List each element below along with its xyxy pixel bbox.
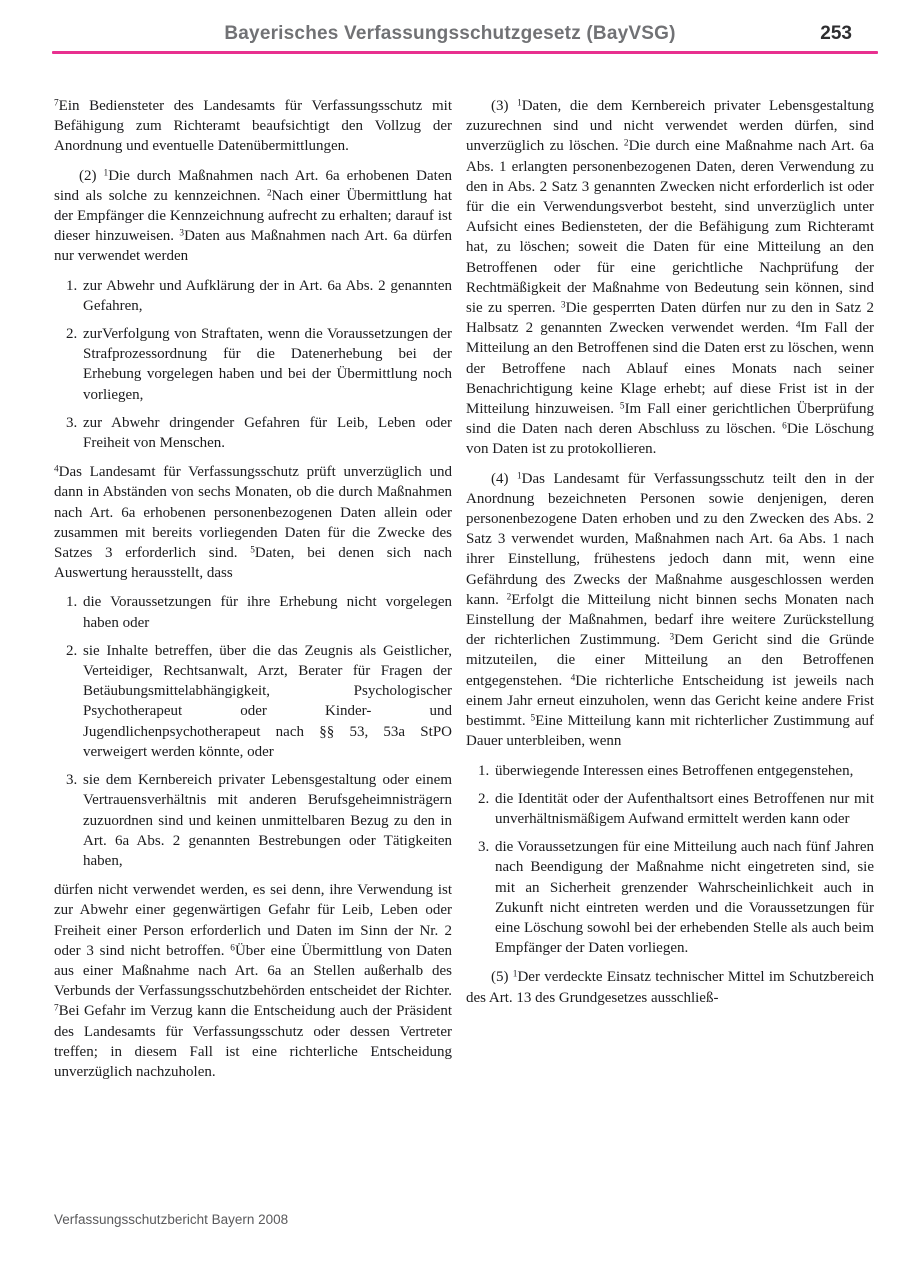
paragraph: (2) $^1$Die durch Maßnahmen nach Art. 6a erhobenen Daten sind als solche zu kennzeichnen. $^2$Nach einer Übermittlung hat der Empfänger die Kennzeichnung aufrecht zu erhalten; darauf ist dieser hinzuweisen. $^3$Daten aus Maßnahmen nach Art. 6a dürfen nur verwendet werden [54, 167, 453, 265]
paragraph: (4) $^1$Das Landesamt für Verfassungsschutz teilt den in der Anordnung bezeichneten Personen sowie denjenigen, deren personenbezogene Daten erhoben und zu den Zwecken des Abs. 2 Satz 3 verwendet wurden, Maßnahmen nach Art. 6a Abs. 1 nach ihrer Einstellung, frühestens jedoch dann mit, wenn eine Gefährdung des Zwecks der Maßnahme ausgeschlossen werden kann. $^2$Erfolgt die Mitteilung nicht binnen sechs Monaten nach Einstellung der Maßnahmen, bedarf ihre weitere Zurückstellung der richterlichen Zustimmung. $^3$Dem Gericht sind die Gründe mitzuteilen, die einer Mitteilung an den Betroffenen entgegenstehen. $^4$Die richterliche Entscheidung ist jeweils nach einem Jahr erneut einzuholen, wenn das Gericht keine andere Frist bestimmt. $^5$Eine Mitteilung kann mit richterlicher Zustimmung auf Dauer unterbleiben, wenn [466, 470, 874, 750]
list-item: 1. überwiegende Interessen eines Betroffenen entgegenstehen, [493, 761, 874, 781]
page-footer [54, 1212, 288, 1227]
list-item: 3. sie dem Kernbereich privater Lebensgestaltung oder einem Vertrauensverhältnis mit anderen Berufsgeheimnisträgern zuzuordnen sind und keinen unmittelbaren Bezug zu den in Art. 6a Abs. 2 genannten Bestrebungen oder Tätigkeiten haben, [81, 770, 452, 871]
sentence-number: 7 [54, 98, 59, 109]
list-item: 2. sie Inhalte betreffen, über die das Zeugnis als Geistlicher, Verteidiger, Rechtsanwalt, Arzt, Berater für Fragen der Betäubungsmittelabhängigkeit, Psychologischer Psychotherapeut oder Kinder- und Jugendlichenpsychotherapeut nach §§ 53, 53a StPO verweigert werden könnte, oder [81, 641, 452, 762]
sentence-number: 2 [506, 592, 512, 603]
sentence-number: 5 [250, 545, 255, 556]
header-title: Bayerisches Verfassungsschutzgesetz (BayVSG) [224, 23, 676, 44]
right-column [466, 96, 874, 1008]
numbered-list [54, 276, 452, 454]
list-item: 2. die Identität oder der Aufenthaltsort eines Betroffenen nur mit unverhältnismäßigem Aufwand ermittelt werden kann oder [493, 789, 874, 829]
list-item: 3. die Voraussetzungen für eine Mitteilung auch nach fünf Jahren nach Beendigung der Maßnahme nicht eingetreten sind, sie mit an Sicherheit grenzender Wahrscheinlichkeit auch in Zukunft nicht eintreten werden und die Voraussetzungen für eine Löschung sowohl bei der erhebenden Stelle als auch beim Empfänger der Daten vorliegen. [493, 837, 874, 958]
sentence-number: 2 [266, 188, 272, 199]
paragraph: dürfen nicht verwendet werden, es sei denn, ihre Verwendung ist zur Abwehr einer gegenwärtigen Gefahr für Leib, Leben oder Freiheit einer Person erforderlich und Daten im Sinn der Nr. 2 oder 3 sind nicht betroffen. $^6$Über eine Übermittlung von Daten aus einer Maßnahme nach Art. 6a an Stellen außerhalb des Verbunds der Verfassungsschutzbehörden entscheidet der Richter. $^7$Bei Gefahr im Verzug kann die Entscheidung auch der Präsident des Landesamts für Verfassungsschutz oder dessen Vertreter treffen; in diesem Fall ist eine richterliche Entscheidung unverzüglich nachzuholen. [54, 882, 452, 1080]
list-item: 1. zur Abwehr und Aufklärung der in Art. 6a Abs. 2 genannten Gefahren, [81, 276, 452, 316]
sentence-number: 5 [619, 401, 625, 412]
page-header [0, 0, 900, 54]
sentence-number: 6 [230, 943, 235, 954]
sentence-number: 1 [512, 969, 518, 980]
sentence-number: 6 [782, 421, 787, 432]
sentence-number: 5 [530, 713, 536, 724]
sentence-number: 3 [560, 300, 566, 311]
header-rule [52, 51, 878, 54]
sentence-number: 7 [54, 1003, 59, 1014]
left-column [54, 96, 452, 1082]
sentence-number: 4 [570, 673, 576, 684]
sentence-number: 1 [103, 167, 109, 178]
sentence-number: 2 [623, 138, 629, 149]
paragraph: (3) $^1$Daten, die dem Kernbereich privater Lebensgestaltung zuzurechnen sind und nicht verwendet werden dürfen, sind unverzüglich zu löschen. $^2$Die durch eine Maßnahme nach Art. 6a Abs. 1 erlangten personenbezogenen Daten, deren Verwendung zu den in Abs. 2 Satz 3 genannten Zwecken nicht erforderlich ist oder für die ein Verwendungsverbot besteht, sind unverzüglich unter Aufsicht eines Bediensteten, der die Befähigung zum Richteramt hat, zu löschen; soweit die Daten für eine Mitteilung an den Betroffenen oder für eine gerichtliche Nachprüfung der Rechtmäßigkeit der Maßnahme von Bedeutung sein können, sind sie zu sperren. $^3$Die gesperrten Daten dürfen nur zu den in Satz 2 Halbsatz 2 genannten Zwecken verwendet werden. $^4$Im Fall der Mitteilung an den Betroffenen sind die Daten erst zu löschen, wenn der Betroffene nach Ablauf eines Monats nach seiner Benachrichtigung keine Klage erhebt; auf diese Frist ist in der Mitteilung hinzuweisen. $^5$Im Fall einer gerichtlichen Überprüfung sind die Daten nach deren Abschluss zu löschen. $^6$Die Löschung von Daten ist zu protokollieren. [466, 98, 875, 458]
sentence-number: 4 [54, 464, 59, 475]
numbered-list [54, 592, 452, 871]
list-item: 2. zurVerfolgung von Straftaten, wenn die Voraussetzungen der Strafprozessordnung für die Datenerhebung bei der Erhebung vorgelegen haben und bei der Übermittlung noch vorliegen, [81, 324, 452, 405]
paragraph: (5) $^1$Der verdeckte Einsatz technischer Mittel im Schutzbereich des Art. 13 des Grundgesetzes ausschließ- [466, 969, 874, 1006]
list-item: 1. die Voraussetzungen für ihre Erhebung nicht vorgelegen haben oder [81, 592, 452, 632]
sentence-number: 1 [516, 471, 522, 482]
footer-text: Verfassungsschutzbericht Bayern 2008 [54, 1212, 289, 1227]
sentence-number: 4 [795, 320, 801, 331]
page-number: 253 [820, 23, 852, 44]
list-item: 3. zur Abwehr dringender Gefahren für Leib, Leben oder Freiheit von Menschen. [81, 413, 452, 453]
sentence-number: 1 [517, 98, 522, 109]
text-columns [0, 54, 900, 1082]
header-row [0, 22, 900, 46]
paragraph: $^4$Das Landesamt für Verfassungsschutz prüft unverzüglich und dann in Abständen von sechs Monaten, ob die durch Maßnahmen nach Art. 6a erhobenen personenbezogenen Daten allein oder zusammen mit bereits vorliegenden Daten für die Zwecke des Satzes 3 erforderlich sind. $^5$Daten, bei denen sich nach Auswertung herausstellt, dass [54, 464, 452, 582]
sentence-number: 3 [669, 632, 675, 643]
sentence-number: 3 [179, 228, 185, 239]
paragraph: $^7$Ein Bediensteter des Landesamts für Verfassungsschutz mit Befähigung zum Richteramt beaufsichtigt den Vollzug der Anordnung und eventuelle Datenübermittlungen. [54, 98, 452, 155]
numbered-list [466, 761, 874, 959]
